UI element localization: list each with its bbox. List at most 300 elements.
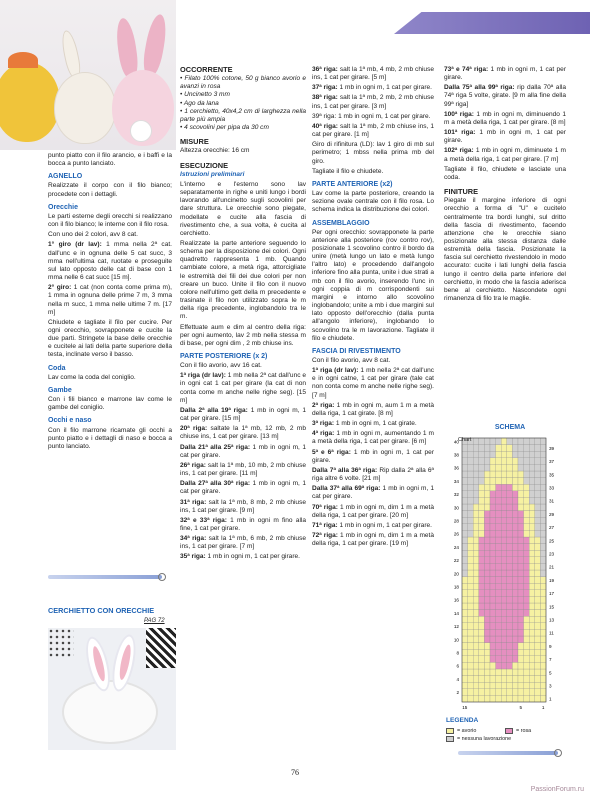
watermark: PassionForum.ru [530,786,584,793]
chart-cell [524,623,530,630]
chart-cell [479,662,485,669]
chart-cell [540,695,546,702]
chart-cell [501,484,507,491]
chart-cell [484,544,490,551]
chart-cell [540,563,546,570]
chart-cell [501,596,507,603]
chart-cell [512,636,518,643]
row-label: 72ª riga: [312,531,338,539]
assemblaggio-text: Per ogni orecchio: sovrapponete la parte anteriore alla posteriore (rov contro rov), posizionate 1 scovolino contro il bordo da unire (metà lungo un lato e metà lungo l'altro lato) e procedendo dall'angolo inferiore fino alla punta, unite i due strati a mb con il filo avorio, inserendo l'unc in ogni coppia di m corrispondenti sui margini e intorno allo scovolino inglobandolo; unite a mb i due margini sul lato opposto dell'orecchio (dalla punta all'angolo inferiore), inglobando lo scovolino tra le m lavorazione. Tagliate il filo e chiudete. [312,228,434,342]
chart-cell [524,471,530,478]
chart-cell [479,676,485,683]
chart-cell [479,445,485,452]
chart-cell [535,669,541,676]
chart-cell [496,610,502,617]
orecchie-p1: Le parti esterne degli orecchi si realizzano con il filo bianco; le interne con il filo rosa. [48,212,172,229]
chart-cell [462,676,468,683]
chart-cell [524,596,530,603]
chart-cell [529,471,535,478]
chart-cell [535,445,541,452]
chart-cell [479,451,485,458]
chart-cell [462,662,468,669]
chart-cell [507,583,513,590]
chart-cell [496,689,502,696]
chart-left-tick: 14 [453,610,459,616]
chart-cell [468,530,474,537]
row-instruction [312,430,434,446]
chart-cell [524,537,530,544]
row-label: 34ª riga: [180,535,207,543]
chart-cell [540,676,546,683]
chart-cell [484,511,490,518]
chart-right-tick: 5 [549,670,552,676]
chart-cell [529,689,535,696]
chart-cell [518,517,524,524]
occorrente-item: • Ago da lana [180,99,219,107]
chart-cell [468,636,474,643]
chart-cell [479,478,485,485]
chart-cell [473,623,479,630]
chart-cell [529,603,535,610]
row-instruction [312,367,434,400]
row-label: 2ª riga: [312,401,335,409]
striped-decoration [146,628,176,668]
posteriore-intro: Con il filo avorio, avv 16 cat. [180,362,262,370]
row-instruction [444,66,566,82]
chart-cell [507,656,513,663]
chart-cell [524,484,530,491]
chart-cell [468,570,474,577]
row-label: 38ª riga: [312,94,338,102]
chart-left-tick: 18 [453,584,459,590]
coda-heading: Coda [48,364,66,372]
chart-cell [462,590,468,597]
chart-cell [490,458,496,465]
chart-cell [535,497,541,504]
chart-cell [512,669,518,676]
chart-cell [496,550,502,557]
istruzioni-p3: Effettuate aum e dim al centro della riga: per ogni aumento, lav 2 mb nella stessa m di base, per ogni dim , 2 mb chiuse ins. [180,323,306,347]
chart-right-tick: 29 [549,511,555,517]
row-text: 1 mb in ogni m, 1 cat per girare. [205,553,300,561]
chart-left-tick: 34 [453,478,459,484]
chart-cell [507,484,513,491]
row-text: 1 mb nella 2ª cat dall'unc e in ogni cat 1 cat per girare (la cat di non conta come m anche nelle righe seg). [15 m] [180,372,306,404]
chart-cell [540,438,546,445]
chart-cell [473,610,479,617]
chart-cell [484,603,490,610]
chart-cell [479,689,485,696]
chart-cell [490,524,496,531]
chart-cell [479,484,485,491]
occorrente-item: • Filato 100% cotone, 50 g bianco avorio e avanzi in rosa [180,75,306,91]
chart-cell [479,656,485,663]
chart-cell [490,491,496,498]
chart-left-tick: 22 [453,558,459,564]
chart-cell [462,563,468,570]
chart-cell [535,629,541,636]
chart-cell [535,662,541,669]
chart-cell [540,451,546,458]
chart-cell [535,464,541,471]
chart-cell [507,530,513,537]
row-instruction [180,462,306,478]
chart-cell [512,451,518,458]
chart-cell [496,570,502,577]
chart-cell [462,610,468,617]
chart-cell [507,695,513,702]
anteriore-text: Lav come la parte posteriore, creando la sezione ovale centrale con il filo rosa. Lo schema indica la distribuzione dei colori. [312,190,434,214]
chart-cell [529,695,535,702]
chart-cell [512,530,518,537]
chart-cell [490,656,496,663]
chart-cell [540,491,546,498]
chart-cell [529,478,535,485]
row-instruction [312,113,434,121]
chart-cell [535,511,541,518]
chart-cell [468,504,474,511]
row-text: 39ª riga: 1 mb in ogni m, 1 cat per girare. [312,112,431,120]
chart-cell [479,583,485,590]
chart-cell [484,524,490,531]
row-label: Dalla 75ª alla 99ª riga: [444,84,515,92]
chart-cell [540,504,546,511]
chart-cell [479,570,485,577]
chart-cell [462,524,468,531]
chart-cell [479,603,485,610]
chart-cell [524,445,530,452]
chart-cell [484,517,490,524]
chart-cell [490,504,496,511]
chart-cell [501,629,507,636]
chart-cell [501,689,507,696]
chart-cell [540,524,546,531]
chart-cell [473,524,479,531]
chart-cell [529,616,535,623]
chart-cell [468,649,474,656]
chart-cell [512,438,518,445]
chart-cell [484,676,490,683]
chart-cell [524,478,530,485]
esecuzione-heading: ESECUZIONE [180,160,229,170]
chart-cell [524,451,530,458]
chart-cell [524,563,530,570]
chart-cell [512,656,518,663]
chart-right-tick: 37 [549,459,555,465]
chart-cell [529,451,535,458]
chart-cell [518,669,524,676]
chart-cell [490,669,496,676]
chart-cell [535,451,541,458]
chart-cell [540,629,546,636]
chart-cell [484,491,490,498]
chart-cell [507,478,513,485]
giro-2-text: 1 cat (non conta come prima m), 1 mma in ognuna delle prime 7 m, 3 mma nella m succ, 1 mma nelle ultime 7 m. [17 m] [48,284,173,316]
chart-cell [540,464,546,471]
chart-cell [490,517,496,524]
chart-cell [518,524,524,531]
chart-cell [524,629,530,636]
chart-cell [524,491,530,498]
chart-cell [512,689,518,696]
chart-cell [529,656,535,663]
chart-cell [512,445,518,452]
row-label: 37ª riga: [312,84,338,92]
anteriore-heading: PARTE ANTERIORE (x2) [312,180,393,188]
chart-cell [490,610,496,617]
chart-cell [479,669,485,676]
chart-cell [468,669,474,676]
chart-cell [473,471,479,478]
orecchie-p2: Con uno dei 2 colori, avv 8 cat. [48,231,138,239]
chart-cell [512,590,518,597]
chart-cell [496,629,502,636]
chart-cell [535,649,541,656]
chart-cell [507,464,513,471]
chart-right-tick: 35 [549,472,555,478]
orecchie-heading: Orecchie [48,203,78,211]
chart-cell [462,623,468,630]
chart-cell [518,649,524,656]
istruzioni-p2: Realizzate la parte anteriore seguendo lo schema per la disposizione dei colori. Ogni quadretto rappresenta 1 mb. Quando cambiate colore, a metà riga, attorcigliate le estremità dei fili dei due colori per non creare un buco. Unite il filo con il nuovo colore nell'ultimo gett della m precedente e trasinate il filo non utilizzato sopra le m della riga precedente, inglobandolo tra le m. [180,239,306,321]
chart-cell [479,557,485,564]
chart-cell [512,557,518,564]
chart-cell [468,656,474,663]
chart-cell [540,484,546,491]
crochet-hook-divider-2 [458,751,558,755]
chart-cell [473,676,479,683]
row-instruction [312,504,434,520]
chart-cell [490,497,496,504]
chart-cell [462,471,468,478]
chart-cell [518,451,524,458]
chart-cell [473,669,479,676]
agnello-heading: AGNELLO [48,173,83,181]
chart-left-tick: 26 [453,531,459,537]
chart-cell [484,682,490,689]
chart-cell [507,636,513,643]
chart-cell [479,537,485,544]
chart-cell [501,550,507,557]
chart-cell [535,478,541,485]
chart-cell [507,537,513,544]
chart-right-tick: 27 [549,525,555,531]
chart-cell [468,550,474,557]
chart-cell [507,570,513,577]
chart-cell [484,590,490,597]
istruzioni-heading: Istruzioni preliminari [180,170,245,178]
chick-comb [8,52,38,68]
chart-cell [490,484,496,491]
chart-cell [512,583,518,590]
chart-cell [507,438,513,445]
column-1 [48,152,172,453]
chart-cell [518,557,524,564]
chart-cell [496,458,502,465]
chart-cell [484,464,490,471]
crochet-hook-divider [48,575,162,579]
chart-cell [540,537,546,544]
row-label: 40ª riga: [312,122,338,130]
chart-cell [490,570,496,577]
chart-cell [468,643,474,650]
chart-cell [479,623,485,630]
chart-cell [540,550,546,557]
chart-cell [501,451,507,458]
row-text: 1 mb in ogni m, diminuendo 1 m a metà della riga, 1 cat per girare. [8 m] [444,110,566,126]
chart-cell [507,557,513,564]
row-instruction [312,123,434,139]
chart-cell [468,689,474,696]
chart-cell [496,676,502,683]
chart-cell [484,649,490,656]
chart-cell [484,636,490,643]
chart-cell [512,491,518,498]
chart-cell [473,649,479,656]
chart-left-tick: 4 [456,676,459,682]
chart-cell [529,583,535,590]
occhi-heading: Occhi e naso [48,417,92,425]
chart-cell [540,557,546,564]
chart-cell [462,530,468,537]
chart-cell [529,662,535,669]
chart-cell [496,438,502,445]
chart-cell [496,517,502,524]
chart-cell [507,649,513,656]
chart-cell [473,656,479,663]
chart-cell [507,511,513,518]
chart-cell [518,478,524,485]
row-instruction [180,372,306,405]
fascia-intro: Con il filo avorio, avv 8 cat. [312,357,391,364]
chart-cell [462,583,468,590]
chart-cell [535,504,541,511]
row-text: 1 mb in ogni m, 1 cat per girare. [312,485,434,501]
chart-cell [524,676,530,683]
chart-cell [484,570,490,577]
giro-1 [48,241,172,282]
chart-cell [529,682,535,689]
chart-cell [529,570,535,577]
chart-cell [490,530,496,537]
chart-cell [540,669,546,676]
chart-cell [462,669,468,676]
chart-cell [462,478,468,485]
row-text: 1 mb in ogni m, aum 1 m a metà della riga, 1 cat girate. [8 m] [312,401,435,417]
chart-cell [484,445,490,452]
chart-cell [524,504,530,511]
chart-cell [512,643,518,650]
chart-cell [535,636,541,643]
chart-cell [512,544,518,551]
row-instruction [444,129,566,145]
row-text: 1 mb in ogni m, 1 cat per girare. [444,129,566,145]
chart-cell [496,623,502,630]
gambe-heading: Gambe [48,386,72,394]
chart-cell [540,590,546,597]
cream-egg-lamb [54,72,116,144]
chart-right-tick: 31 [549,498,555,504]
chart-cell [479,458,485,465]
row-text: 1 mb in ogni m, 1 cat per girare. [444,66,567,82]
assemblaggio-heading: ASSEMBLAGGIO [312,219,370,227]
chart-cell [501,695,507,702]
chart-cell [468,557,474,564]
legend-swatch-rosa [505,728,513,734]
rifinitura-text: Giro di rifinitura (LD): lav 1 giro di mb sul perimetro; 1 mbss nella prima mb del giro. [312,141,434,165]
chart-cell [462,636,468,643]
legend-item-rosa [505,728,561,734]
chart-cell [507,596,513,603]
chart-cell [473,583,479,590]
chart-cell [484,530,490,537]
chart-cell [535,656,541,663]
chart-cell [507,471,513,478]
chart-right-tick: 11 [549,630,554,636]
chart-cell [518,629,524,636]
chart-right-tick: 13 [549,617,555,623]
chart-right-tick: 19 [549,577,555,583]
chart-cell [473,537,479,544]
chart-cell [473,596,479,603]
legend-row-1 [446,728,566,734]
chart-cell [512,695,518,702]
posteriore-heading: PARTE POSTERIORE (x 2) [180,353,268,360]
chart-cell [462,550,468,557]
chart-cell [524,530,530,537]
occorrente-item: • Uncinetto 3 mm [180,91,230,99]
row-instruction [444,111,566,127]
row-instruction [180,517,306,533]
chart-cell [462,464,468,471]
legend-swatch-nessuna [446,736,454,742]
chart-cell [540,445,546,452]
chart-cell [507,689,513,696]
chart-cell [468,511,474,518]
row-instruction [312,420,434,428]
row-text: Rip dalla 2ª alla 6ª riga altre 6 volte. [21 m] [312,466,434,483]
occhi-text: Con il filo marrone ricamate gli occhi a punto piatto e i dettagli di naso e bocca a punto lanciato. [48,426,172,450]
row-text: salt la 1ª mb, 6 mb, 2 mb chiuse ins, 1 cat per girare. [7 m] [180,535,306,551]
chart-cell [501,537,507,544]
chart-cell [501,497,507,504]
chart-cell [484,616,490,623]
chart-cell [540,497,546,504]
chart-cell [462,557,468,564]
chart-cell [490,563,496,570]
chart-cell [524,583,530,590]
chart-cell [468,695,474,702]
row-text: salt la 1ª mb, 10 mb, 2 mb chiuse ins, 1 cat per girare. [11 m] [180,461,306,478]
chart-cell [479,464,485,471]
chart-cell [473,629,479,636]
chart-cell [518,511,524,518]
chart-left-tick: 30 [453,505,459,511]
chart-cell [507,458,513,465]
chart-cell [490,451,496,458]
chart-cell [496,524,502,531]
chart-cell [529,676,535,683]
chart-cell [473,504,479,511]
chart-cell [479,550,485,557]
row-text: 1 mb in ogni m, 1 cat per girare. [180,443,306,459]
chart-cell [479,524,485,531]
chart-cell [479,682,485,689]
row-text: salt la 1ª mb, 4 mb, 2 mb chiuse ins, 1 cat per girare. [5 m] [312,66,434,82]
chart-cell [507,563,513,570]
chart-cell [535,695,541,702]
chart-cell [484,504,490,511]
